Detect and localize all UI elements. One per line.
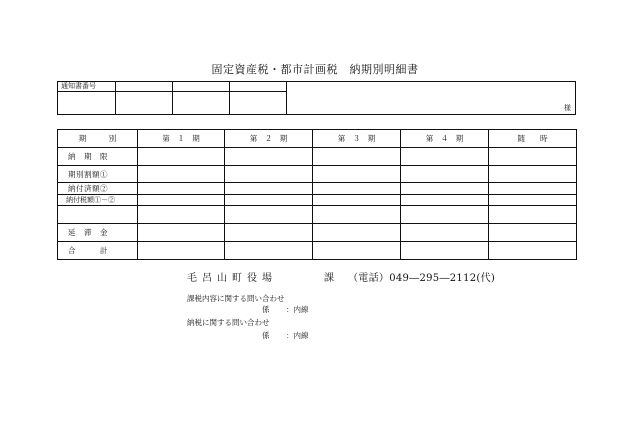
header-period-2: 第 ２ 期 [225,130,313,148]
honorific-sama: 様 [564,104,571,112]
notice-number-cell [229,92,286,115]
header-period-4: 第 ４ 期 [401,130,489,148]
notice-number-cell [172,92,229,115]
notice-number-label: 通知書番号 [58,82,115,92]
notice-number-cell [115,92,172,115]
installment-schedule-table [57,129,577,260]
table-cell [138,195,225,206]
table-cell [225,195,313,206]
header-anytime: 随 時 [489,130,577,148]
document-title: 固定資産税・都市計画税 納期別明細書 [211,63,419,76]
office-name: 毛呂山町役場 [187,273,277,284]
table-cell [225,242,313,260]
table-row [58,183,577,195]
office-section: 課 [324,273,334,284]
table-cell [225,224,313,242]
row-label-paid-amount: 納付済額② [58,183,138,195]
row-label-blank [58,206,138,224]
table-row [58,224,577,242]
notice-number-cell [172,82,229,92]
table-cell [489,166,577,183]
payment-staff-label: 係 [262,331,270,340]
notice-number-box [57,81,576,115]
payment-inquiry-label: 納税に関する問い合わせ [187,318,270,327]
table-cell [313,183,401,195]
row-label-installment-amount: 期別割額① [58,166,138,183]
table-cell [401,224,489,242]
payment-extension-label: ：内線 [286,331,309,340]
table-cell [313,148,401,166]
office-phone: （電話）049―295―2112(代) [348,273,496,284]
table-cell [313,195,401,206]
row-label-due-date: 納 期 限 [58,148,138,166]
table-cell [401,242,489,260]
assessment-inquiry-label: 課税内容に関する問い合わせ [187,294,285,303]
notice-number-cell [115,82,172,92]
assessment-extension-label: ：内線 [286,305,309,314]
notice-number-grid [58,82,287,114]
row-label-late-fee: 延 滞 金 [58,224,138,242]
table-row [58,195,577,206]
header-period-1: 第 １ 期 [138,130,225,148]
table-cell [225,206,313,224]
table-cell [313,224,401,242]
table-cell [401,195,489,206]
table-row [58,166,577,183]
table-cell [313,206,401,224]
table-row [58,242,577,260]
table-cell [489,183,577,195]
table-cell [138,206,225,224]
table-cell [138,148,225,166]
table-cell [489,242,577,260]
table-cell [401,183,489,195]
notice-number-cell [229,82,286,92]
header-period-3: 第 ３ 期 [313,130,401,148]
assessment-staff-label: 係 [262,305,270,314]
table-cell [313,242,401,260]
table-cell [489,148,577,166]
table-cell [138,183,225,195]
table-cell [489,224,577,242]
table-cell [138,166,225,183]
office-line [187,269,495,284]
row-label-tax-due: 納付税額①－② [58,195,138,206]
table-cell [401,148,489,166]
notice-number-cell [58,92,115,115]
table-header-row [58,130,577,148]
table-cell [138,242,225,260]
table-cell [138,224,225,242]
table-cell [225,148,313,166]
row-label-total: 合 計 [58,242,138,260]
table-cell [489,195,577,206]
table-row [58,148,577,166]
table-cell [225,183,313,195]
table-cell [401,206,489,224]
table-cell [401,166,489,183]
table-cell [225,166,313,183]
table-cell [313,166,401,183]
header-period: 期 別 [58,130,138,148]
table-cell [489,206,577,224]
table-row [58,206,577,224]
